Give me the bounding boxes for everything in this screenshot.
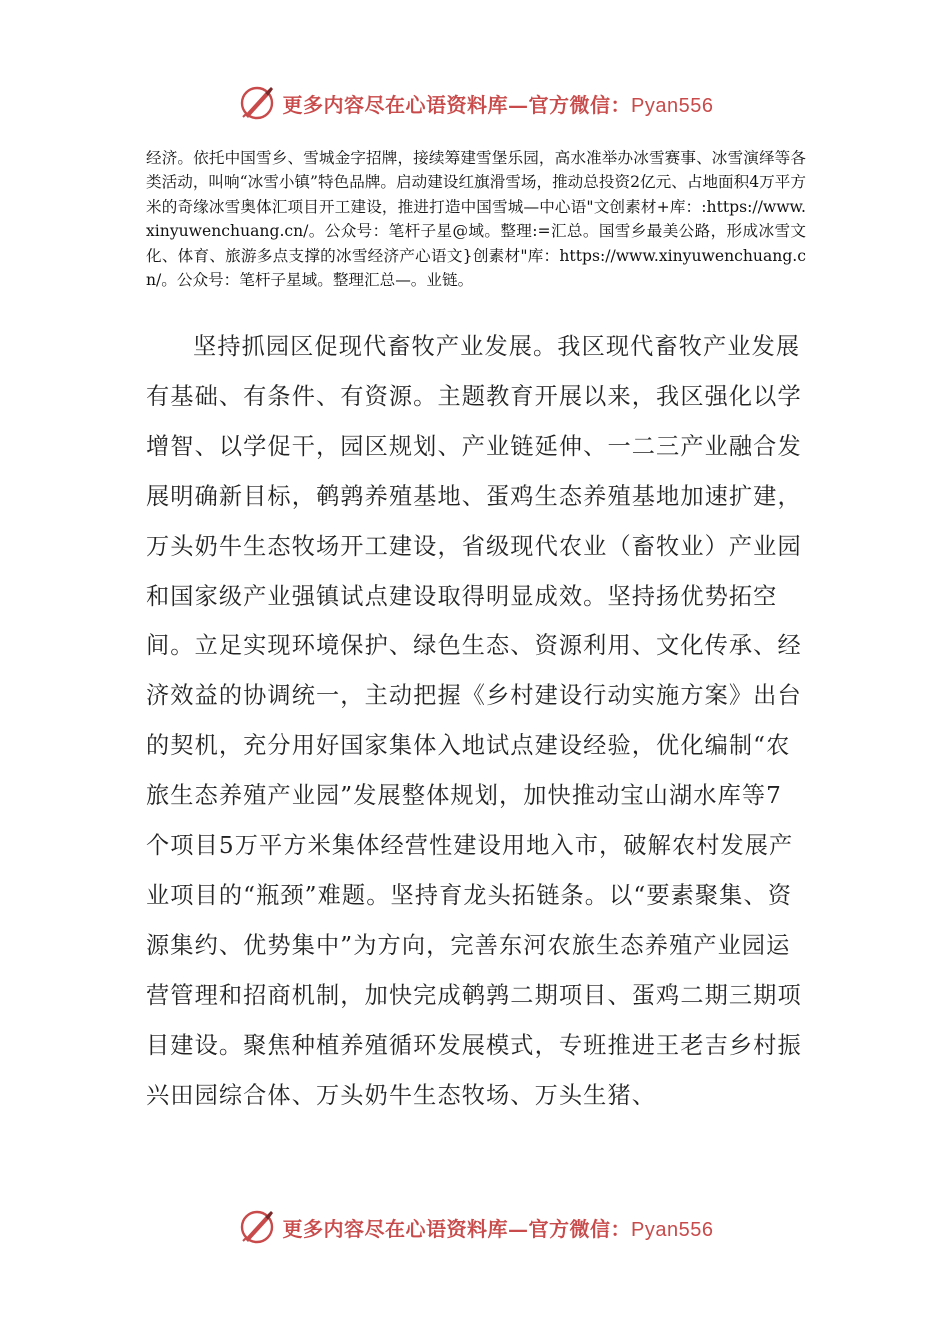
footer-wechat-id: Pyan556 — [631, 1218, 714, 1241]
footer-banner-label: 更多内容尽在心语资料库—官方微信： — [282, 1216, 632, 1241]
header-banner-label: 更多内容尽在心语资料库—官方微信： — [282, 92, 632, 117]
pen-quill-logo-icon — [237, 1207, 277, 1247]
header-wechat-id: Pyan556 — [631, 94, 714, 117]
header-banner-text — [283, 89, 714, 118]
footer-banner-text — [283, 1213, 714, 1242]
small-print-paragraph: 经济。依托中国雪乡、雪城金字招牌，接续筹建雪堡乐园，高水准举办冰雪赛事、冰雪演绎等各类活动，叫响“冰雪小镇”特色品牌。启动建设红旗滑雪场，推动总投资2亿元、占地面积4万平方米的奇缘冰雪奥体汇项目开工建设，推进打造中国雪城—中心语"文创素材+库：:https://www.xinyuwenchuang.cn/。公众号：笔杆子星@域。整理:=汇总。国雪乡最美公路，形成冰雪文化、体育、旅游多点支撑的冰雪经济产心语文}创素材"库：https://www.xinyuwenchuang.cn/。公众号：笔杆子星域。整理汇总—。业链。 — [146, 149, 806, 290]
header-banner — [0, 78, 950, 128]
body-paragraph: 坚持抓园区促现代畜牧产业发展。我区现代畜牧产业发展有基础、有条件、有资源。主题教育开展以来，我区强化以学增智、以学促干，园区规划、产业链延伸、一二三产业融合发展明确新目标，鹌鹑养殖基地、蛋鸡生态养殖基地加速扩建，万头奶牛生态牧场开工建设，省级现代农业（畜牧业）产业园和国家级产业强镇试点建设取得明显成效。坚持扬优势拓空间。立足实现环境保护、绿色生态、资源利用、文化传承、经济效益的协调统一，主动把握《乡村建设行动实施方案》出台的契机，充分用好国家集体入地试点建设经验，优化编制“农旅生态养殖产业园”发展整体规划，加快推动宝山湖水库等7个项目5万平方米集体经营性建设用地入市，破解农村发展产业项目的“瓶颈”难题。坚持育龙头拓链条。以“要素聚集、资源集约、优势集中”为方向，完善东河农旅生态养殖产业园运营管理和招商机制，加快完成鹌鹑二期项目、蛋鸡二期三期项目建设。聚焦种植养殖循环发展模式，专班推进王老吉乡村振兴田园综合体、万头奶牛生态牧场、万头生猪、 — [146, 333, 802, 1109]
footer-banner — [0, 1202, 950, 1252]
pen-quill-logo-icon — [237, 83, 277, 123]
